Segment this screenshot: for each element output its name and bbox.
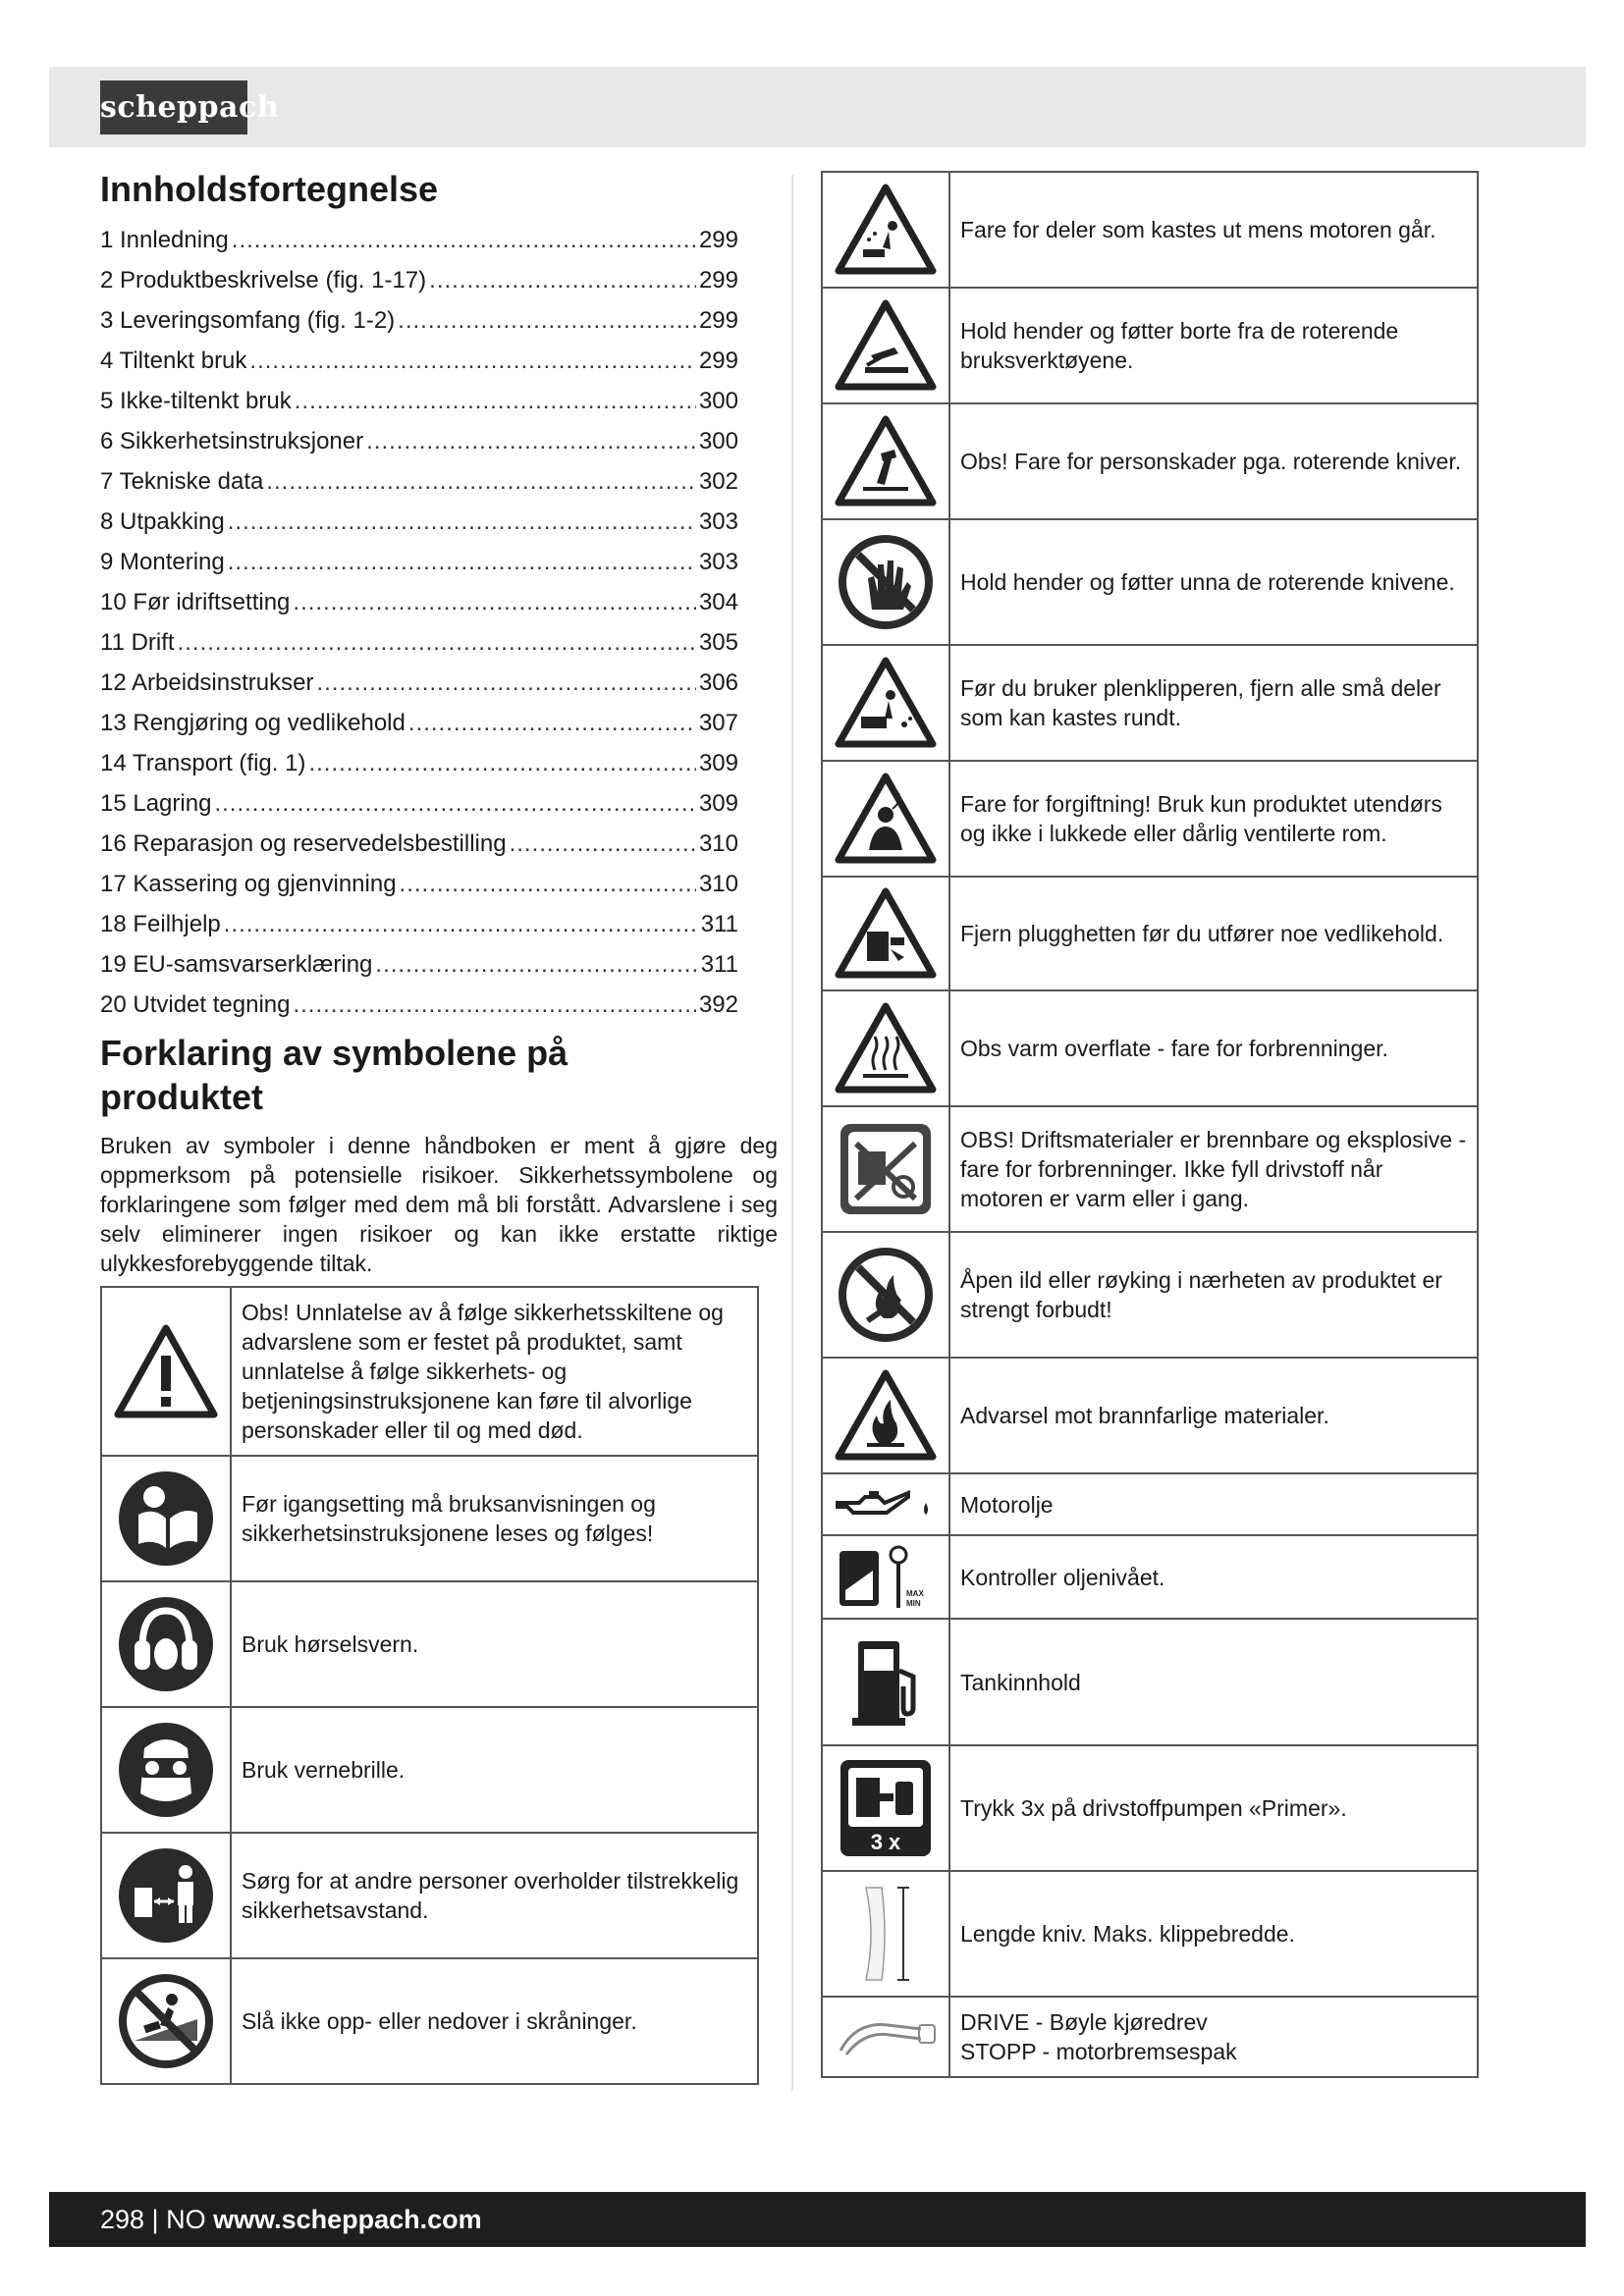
symbol-description: Fare for deler som kastes ut mens motoren går. — [949, 172, 1478, 288]
toc-entry[interactable]: 12 Arbeidsinstrukser ..... 306 — [100, 663, 738, 703]
page-footer — [49, 2192, 1586, 2247]
symbol-description: DRIVE - Bøyle kjøredrev STOPP - motorbremsespak — [949, 1997, 1478, 2077]
symbol-description: Før igangsetting må bruksanvisningen og sikkerhetsinstruksjonene leses og følges! — [231, 1456, 758, 1581]
svg-text:3 x: 3 x — [870, 1830, 901, 1854]
toc-entry[interactable]: 19 EU-samsvarserklæring ..... 311 — [100, 944, 738, 985]
right-symbol-table — [821, 171, 1479, 2078]
symbol-description: Tankinnhold — [949, 1619, 1478, 1745]
brand-logo: scheppach — [100, 80, 247, 134]
toc-entry[interactable]: 16 Reparasjon og reservedelsbestilling ..... 310 — [100, 824, 738, 864]
symbol-row — [101, 1581, 758, 1707]
blade-length-icon — [822, 1871, 949, 1997]
svg-text:MAX: MAX — [906, 1588, 924, 1598]
symbol-row — [822, 1745, 1478, 1871]
symbol-description: Sørg for at andre personer overholder tilstrekkelig sikkerhetsavstand. — [231, 1833, 758, 1958]
left-symbol-table — [100, 1286, 759, 2085]
symbol-row — [101, 1456, 758, 1581]
symbol-row — [101, 1707, 758, 1833]
symbol-row — [101, 1287, 758, 1456]
toc-entry[interactable]: 11 Drift ..... 305 — [100, 622, 738, 663]
column-divider — [791, 175, 793, 2091]
symbol-row — [101, 1833, 758, 1958]
symbol-description: Bruk vernebrille. — [231, 1707, 758, 1833]
symbol-row — [822, 1358, 1478, 1473]
oil-level-icon — [822, 1535, 949, 1619]
toc-entry[interactable]: 15 Lagring ..... 309 — [100, 783, 738, 824]
poisoning-hazard-icon — [822, 761, 949, 877]
rotating-blades-icon — [822, 403, 949, 519]
engine-oil-icon — [822, 1473, 949, 1535]
symbol-description: Advarsel mot brannfarlige materialer. — [949, 1358, 1478, 1473]
toc-entry[interactable]: 3 Leveringsomfang (fig. 1-2) ..... 299 — [100, 300, 738, 341]
toc-entry[interactable]: 2 Produktbeskrivelse (fig. 1-17) ..... 299 — [100, 260, 738, 300]
toc-entry[interactable]: 9 Montering ..... 303 — [100, 542, 738, 582]
website-link[interactable]: www.scheppach.com — [213, 2205, 482, 2234]
symbol-description: Trykk 3x på drivstoffpumpen «Primer». — [949, 1745, 1478, 1871]
symbol-row — [822, 877, 1478, 990]
symbol-row — [822, 990, 1478, 1106]
symbol-description: Hold hender og føtter unna de roterende knivene. — [949, 519, 1478, 645]
symbol-row — [822, 1232, 1478, 1358]
toc-entry[interactable]: 18 Feilhjelp ..... 311 — [100, 904, 738, 944]
toc-entry[interactable]: 5 Ikke-tiltenkt bruk ..... 300 — [100, 381, 738, 421]
keep-hands-away-icon — [822, 519, 949, 645]
symbol-description: Kontroller oljenivået. — [949, 1535, 1478, 1619]
fuel-tank-icon — [822, 1619, 949, 1745]
no-refuel-hot-icon — [822, 1106, 949, 1232]
toc-title: Innholdsfortegnelse — [100, 169, 439, 209]
toc-entry[interactable]: 17 Kassering og gjenvinning ..... 310 — [100, 864, 738, 904]
symbol-row — [822, 403, 1478, 519]
safety-distance-icon — [101, 1833, 231, 1958]
symbol-row — [822, 761, 1478, 877]
rotating-tool-icon — [822, 288, 949, 403]
symbol-row — [822, 172, 1478, 288]
symbols-section-title: Forklaring av symbolene på produktet — [100, 1033, 568, 1117]
symbol-row — [822, 1473, 1478, 1535]
symbol-description: Bruk hørselsvern. — [231, 1581, 758, 1707]
symbol-description: Hold hender og føtter borte fra de roterende bruksverktøyene. — [949, 288, 1478, 403]
remove-debris-icon — [822, 645, 949, 761]
symbol-description: Obs! Fare for personskader pga. roterende kniver. — [949, 403, 1478, 519]
toc-entry[interactable]: 7 Tekniske data ..... 302 — [100, 461, 738, 502]
symbol-row — [822, 645, 1478, 761]
safety-goggles-icon — [101, 1707, 231, 1833]
thrown-objects-icon — [822, 172, 949, 288]
toc-entry[interactable]: 8 Utpakking ..... 303 — [100, 502, 738, 542]
symbol-row — [822, 288, 1478, 403]
remove-plug-cap-icon — [822, 877, 949, 990]
hot-surface-icon — [822, 990, 949, 1106]
toc-entry[interactable]: 6 Sikkerhetsinstruksjoner ..... 300 — [100, 421, 738, 461]
symbol-row — [822, 1106, 1478, 1232]
no-open-flame-icon — [822, 1232, 949, 1358]
toc-entry[interactable]: 10 Før idriftsetting ..... 304 — [100, 582, 738, 622]
symbol-description: Fjern plugghetten før du utfører noe vedlikehold. — [949, 877, 1478, 990]
read-manual-icon — [101, 1456, 231, 1581]
symbol-description: OBS! Driftsmaterialer er brennbare og eksplosive - fare for forbrenninger. Ikke fyll drivstoff når motoren er varm eller i gang. — [949, 1106, 1478, 1232]
general-warning-icon — [101, 1287, 231, 1456]
drive-stop-lever-icon — [822, 1997, 949, 2077]
symbols-intro-paragraph: Bruken av symboler i denne håndboken er ment å gjøre deg oppmerksom på potensielle risikoer. Sikkerhetssymbolene og forklaringene som følger med dem må bli forstått. Advarslene i seg selv eliminerer ingen risikoer og kan ikke erstatte riktige ulykkesforebyggende tiltak. — [100, 1133, 778, 1276]
symbol-description: Før du bruker plenklipperen, fjern alle små deler som kan kastes rundt. — [949, 645, 1478, 761]
no-slope-mowing-icon — [101, 1958, 231, 2084]
symbol-row — [822, 1997, 1478, 2077]
symbol-description: Lengde kniv. Maks. klippebredde. — [949, 1871, 1478, 1997]
toc-entry[interactable]: 4 Tiltenkt bruk ..... 299 — [100, 341, 738, 381]
symbol-description: Motorolje — [949, 1473, 1478, 1535]
symbol-row — [822, 1619, 1478, 1745]
symbol-row — [822, 519, 1478, 645]
symbol-row — [101, 1958, 758, 2084]
page-number: 298 | NO — [100, 2205, 214, 2234]
symbol-description: Slå ikke opp- eller nedover i skråninger. — [231, 1958, 758, 2084]
symbol-row — [822, 1871, 1478, 1997]
symbol-description: Åpen ild eller røyking i nærheten av produktet er strengt forbudt! — [949, 1232, 1478, 1358]
toc-entry[interactable]: 14 Transport (fig. 1) ..... 309 — [100, 743, 738, 783]
primer-icon — [822, 1745, 949, 1871]
flammable-icon — [822, 1358, 949, 1473]
toc-list — [100, 220, 738, 1025]
svg-text:MIN: MIN — [906, 1598, 921, 1608]
toc-entry[interactable]: 13 Rengjøring og vedlikehold ..... 307 — [100, 703, 738, 743]
page-header — [49, 67, 1586, 147]
symbol-description: Obs varm overflate - fare for forbrenninger. — [949, 990, 1478, 1106]
toc-entry[interactable]: 20 Utvidet tegning ..... 392 — [100, 985, 738, 1025]
symbol-description: Fare for forgiftning! Bruk kun produktet utendørs og ikke i lukkede eller dårlig ventilerte rom. — [949, 761, 1478, 877]
toc-entry[interactable]: 1 Innledning ..... 299 — [100, 220, 738, 260]
symbol-row — [822, 1535, 1478, 1619]
hearing-protection-icon — [101, 1581, 231, 1707]
symbol-description: Obs! Unnlatelse av å følge sikkerhetsskiltene og advarslene som er festet på produktet, samt unnlatelse å følge sikkerhets- og betjeningsinstruksjonene kan føre til alvorlige personskader eller til og med død. — [231, 1287, 758, 1456]
